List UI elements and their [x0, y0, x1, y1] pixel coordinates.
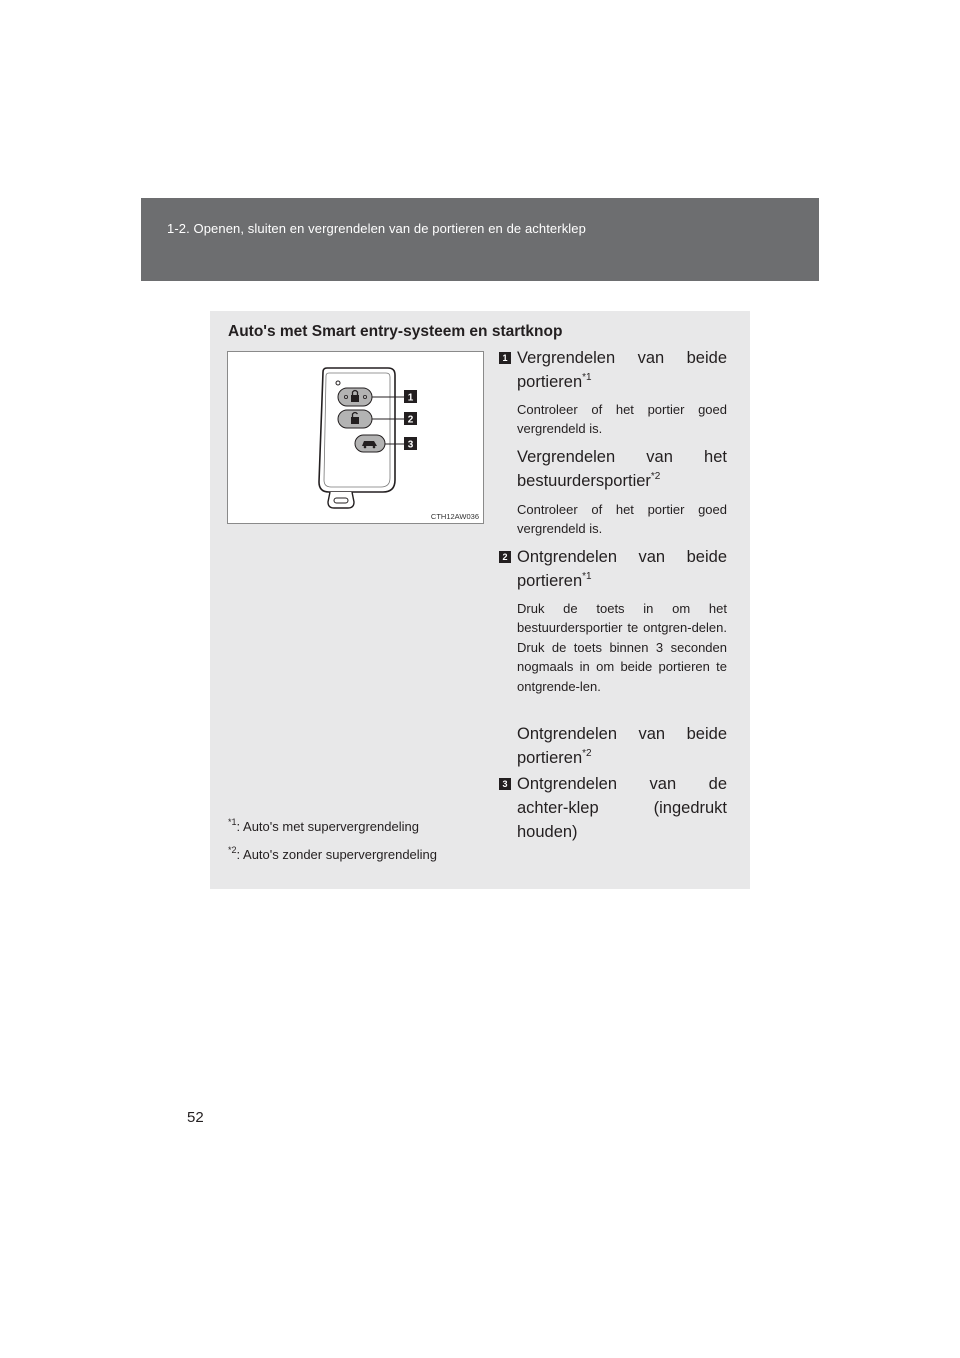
section-title: 1-2. Openen, sluiten en vergrendelen van de portieren en de achterklep: [167, 221, 586, 236]
badge-1: 1: [499, 352, 511, 364]
key-fob-figure: [227, 351, 484, 524]
footnote-2: $^{*2}$: Auto's zonder supervergrendeling: [228, 845, 438, 862]
callout-1: 1: [407, 392, 414, 404]
note-unlock-both: Druk de toets in om het bestuurdersportier te ontgren-delen. Druk de toets binnen 3 seconden nogmaals in om beide portieren te ontgrende-len.: [517, 601, 727, 694]
key-fob-illustration: [228, 352, 483, 523]
badge-3: 3: [499, 778, 511, 790]
note-lock-driver: Controleer of het portier goed vergrendeld is.: [517, 502, 727, 537]
callout-3: 3: [407, 439, 414, 451]
figure-code: CTH12AW036: [430, 512, 479, 521]
badge-2: 2: [499, 551, 511, 563]
heading-unlock-both-1: Ontgrendelen van beide portieren$^{*1}$: [517, 548, 727, 590]
callout-2: 2: [407, 414, 414, 426]
trunk-icon: [355, 435, 385, 452]
heading-lock-both: Vergrendelen van beide portieren$^{*1}$: [517, 349, 727, 391]
heading-unlock-both-2: Ontgrendelen van beide portieren$^{*2}$: [517, 725, 727, 767]
heading-unlock-trunk: Ontgrendelen van de achter-klep (ingedrukt houden): [517, 775, 727, 841]
heading-lock-driver: Vergrendelen van het bestuurdersportier$^{*2}$: [517, 448, 727, 490]
unlock-icon: [338, 410, 372, 428]
section-header: [141, 198, 819, 281]
note-lock-both: Controleer of het portier goed vergrendeld is.: [517, 402, 727, 437]
page-number: 52: [187, 1109, 204, 1126]
info-panel: [210, 311, 750, 889]
footnote-1: $^{*1}$: Auto's met supervergrendeling: [228, 817, 419, 834]
panel-title: Auto's met Smart entry-systeem en startknop: [228, 323, 563, 340]
lock-icon: [338, 388, 372, 406]
